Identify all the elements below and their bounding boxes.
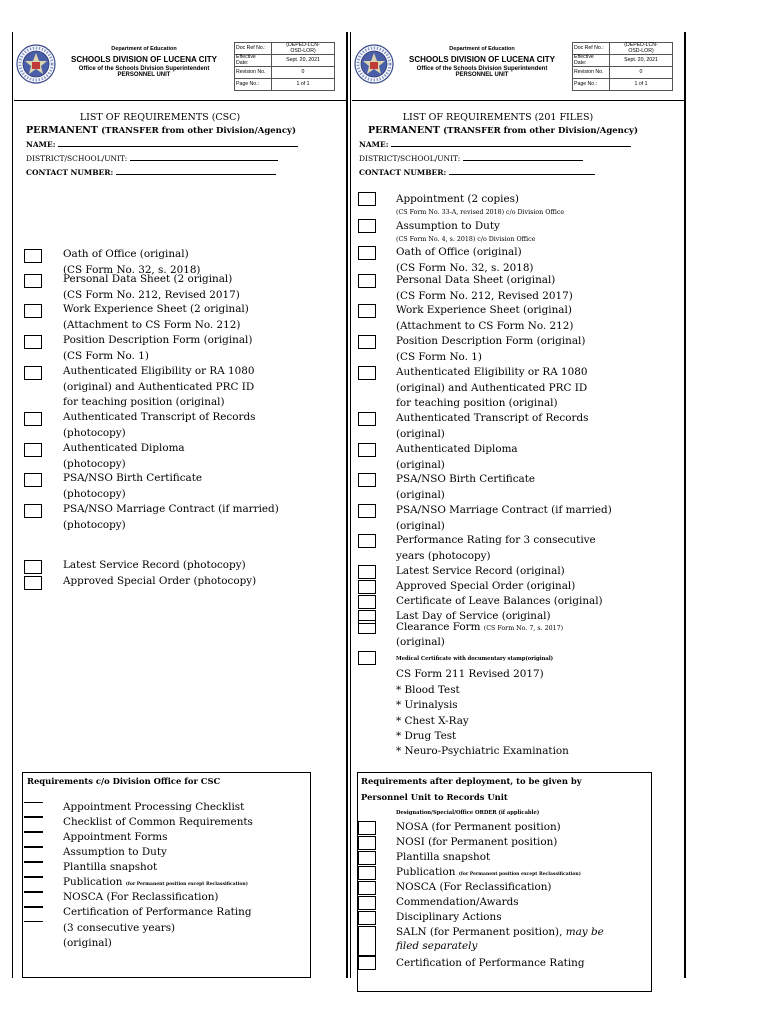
page-value: 1 of 1 <box>272 79 335 91</box>
box-requirement-label: NOSCA (For Reclassification) <box>63 891 219 903</box>
effective-label: Effective Date: <box>235 55 272 67</box>
doc-ref-value: (DEPED-LCN- OSD-LOR) <box>272 43 335 55</box>
permanent-heading: PERMANENT (TRANSFER from other Division/Agency) <box>26 125 296 136</box>
document-info-table <box>234 42 335 91</box>
effective-label: Effective Date: <box>573 55 610 67</box>
name-field[interactable]: NAME: <box>359 139 631 149</box>
requirement-label: Approved Special Order (original) <box>396 580 576 592</box>
saln-note-line-2: filed separately <box>396 940 478 952</box>
requirement-checkbox[interactable] <box>358 246 376 260</box>
box-requirement-label: NOSA (for Permanent position) <box>396 821 561 833</box>
medical-test-item: * Blood Test <box>396 684 460 696</box>
division-name: SCHOOLS DIVISION OF LUCENA CITY <box>71 55 217 64</box>
requirement-label: (CS Form No. 212, Revised 2017) <box>63 288 240 301</box>
requirement-label: Personal Data Sheet (original) <box>396 274 556 286</box>
box-requirement-label: Publication (for Permanent position except Reclassification) <box>396 866 581 878</box>
requirement-checkbox[interactable] <box>358 565 376 579</box>
checkbox-line[interactable] <box>24 892 43 893</box>
box-requirement-label: Publication (for Permanent position except Reclassification) <box>63 876 248 888</box>
doc-ref-value: (DEPED-LCN- OSD-LOR) <box>610 43 673 55</box>
medical-test-item: * Chest X-Ray <box>396 714 469 727</box>
page-label: Page No.: <box>235 79 272 91</box>
checkbox-line[interactable] <box>24 877 43 878</box>
assumption-label: Assumption to Duty <box>396 220 500 232</box>
box-checkbox[interactable] <box>358 911 376 925</box>
requirement-checkbox[interactable] <box>358 443 376 457</box>
page-label: Page No.: <box>573 79 610 91</box>
requirement-label: Position Description Form (original) <box>63 334 253 346</box>
revision-label: Revision No. <box>573 67 610 79</box>
box-requirement-label: Certification of Performance Rating <box>396 957 585 969</box>
doc-ref-label: Doc Ref No.: <box>573 43 610 55</box>
unit-name: PERSONNEL UNIT <box>117 72 171 78</box>
requirement-label: Position Description Form (original) <box>396 335 586 347</box>
requirement-checkbox[interactable] <box>358 412 376 426</box>
district-field[interactable]: DISTRICT/SCHOOL/UNIT: <box>359 153 583 163</box>
box-requirement-label: NOSI (for Permanent position) <box>396 836 558 848</box>
letterhead <box>350 38 686 98</box>
requirement-label: (original) and Authenticated PRC ID <box>396 381 588 394</box>
requirement-label: PSA/NSO Marriage Contract (if married) <box>63 503 279 515</box>
publication-note: (for Permanent position except Reclassification) <box>458 872 581 877</box>
box-requirement-label: Plantilla snapshot <box>63 861 158 873</box>
clearance-checkbox[interactable] <box>358 620 376 634</box>
box-checkbox[interactable] <box>358 836 376 850</box>
doc-ref-label: Doc Ref No.: <box>235 43 272 55</box>
requirement-checkbox[interactable] <box>358 366 376 380</box>
box-requirement-label: (3 consecutive years) <box>63 921 176 934</box>
checkbox-line <box>24 921 43 922</box>
permanent-heading: PERMANENT (TRANSFER from other Division/Agency) <box>368 125 638 136</box>
assumption-checkbox[interactable] <box>358 219 376 233</box>
requirement-label: (original) <box>396 488 445 501</box>
requirement-checkbox[interactable] <box>24 504 42 518</box>
requirement-checkbox[interactable] <box>24 473 42 487</box>
contact-field[interactable]: CONTACT NUMBER: <box>359 167 595 177</box>
requirement-label: (CS Form No. 1) <box>396 350 482 363</box>
box-requirement-label: Certification of Performance Rating <box>63 906 252 918</box>
box-requirement-label: (original) <box>63 937 112 949</box>
requirement-checkbox[interactable] <box>24 560 42 574</box>
effective-value: Sept. 20, 2021 <box>272 55 335 67</box>
requirement-label: Latest Service Record (photocopy) <box>63 559 246 571</box>
requirement-checkbox[interactable] <box>358 504 376 518</box>
box-checkbox[interactable] <box>358 956 376 970</box>
office-name: Office of the Schools Division Superintendent <box>416 66 548 72</box>
requirement-label: Latest Service Record (original) <box>396 565 565 577</box>
requirement-label: (CS Form No. 212, Revised 2017) <box>396 289 573 302</box>
box-requirement-label: Appointment Forms <box>63 831 168 843</box>
medical-test-item: * Drug Test <box>396 729 457 742</box>
requirement-checkbox[interactable] <box>358 534 376 548</box>
page-title: LIST OF REQUIREMENTS (201 FILES) <box>402 112 594 123</box>
saln-note: may be <box>565 926 604 938</box>
requirement-label: (CS Form No. 1) <box>63 349 149 362</box>
requirement-label: Authenticated Diploma <box>63 442 185 454</box>
box-requirement-label: NOSCA (For Reclassification) <box>396 881 552 893</box>
clearance-label: Clearance Form (CS Form No. 7, s. 2017) <box>396 621 564 633</box>
effective-value: Sept. 20, 2021 <box>610 55 673 67</box>
appointment-note: (CS Form No. 33-A, revised 2018) c/o Division Office <box>396 209 565 216</box>
requirement-label: Authenticated Eligibility or RA 1080 <box>63 365 255 377</box>
requirement-label: years (photocopy) <box>396 549 491 562</box>
requirement-label: Oath of Office (original) <box>63 248 189 260</box>
box-checkbox[interactable] <box>358 896 376 910</box>
office-name: Office of the Schools Division Superintendent <box>78 66 210 72</box>
checkbox-line[interactable] <box>24 802 43 803</box>
right-border <box>684 32 686 978</box>
requirement-checkbox[interactable] <box>24 304 42 318</box>
checkbox-line[interactable] <box>24 862 43 863</box>
appointment-checkbox[interactable] <box>358 192 376 206</box>
division-name: SCHOOLS DIVISION OF LUCENA CITY <box>409 55 555 64</box>
publication-note: (for Permanent position except Reclassification) <box>125 882 248 887</box>
requirement-label: for teaching position (original) <box>396 397 558 409</box>
designation-label: Designation/Special/Office ORDER (if applicable) <box>396 810 540 816</box>
box-requirement-label: Plantilla snapshot <box>396 851 491 863</box>
requirement-checkbox[interactable] <box>24 366 42 380</box>
letterhead <box>12 38 348 98</box>
requirement-checkbox[interactable] <box>358 473 376 487</box>
box-checkbox[interactable] <box>358 926 376 956</box>
requirement-label: (original) and Authenticated PRC ID <box>63 380 255 393</box>
medical-test-item: * Neuro-Psychiatric Examination <box>396 745 569 758</box>
requirement-checkbox[interactable] <box>24 335 42 349</box>
left-border <box>350 32 351 978</box>
requirement-label: Work Experience Sheet (2 original) <box>63 303 249 315</box>
requirement-checkbox[interactable] <box>24 443 42 457</box>
requirement-label: Authenticated Transcript of Records <box>63 411 256 423</box>
box-checkbox[interactable] <box>358 821 376 835</box>
requirement-label: Authenticated Diploma <box>396 443 518 455</box>
revision-value: 0 <box>272 67 335 79</box>
requirement-label: (CS Form No. 32, s. 2018) <box>63 263 201 276</box>
checkbox-line[interactable] <box>24 832 43 833</box>
box-title: Requirements c/o Division Office for CSC <box>27 776 221 786</box>
left-requirements-sheet <box>12 32 348 978</box>
department-name: Department of Education <box>111 46 177 52</box>
requirement-label: Personal Data Sheet (2 original) <box>63 273 233 285</box>
box-requirement-label: Disciplinary Actions <box>396 911 502 923</box>
requirement-label: Authenticated Transcript of Records <box>396 412 589 424</box>
header-divider <box>14 100 346 101</box>
requirement-label: PSA/NSO Birth Certificate <box>63 472 203 484</box>
unit-name: PERSONNEL UNIT <box>455 72 509 78</box>
requirement-label: Approved Special Order (photocopy) <box>63 575 257 587</box>
requirement-label: Performance Rating for 3 consecutive <box>396 534 596 546</box>
appointment-label: Appointment (2 copies) <box>396 193 519 205</box>
requirement-checkbox[interactable] <box>358 580 376 594</box>
checkbox-line[interactable] <box>24 907 43 908</box>
right-border <box>346 32 348 978</box>
requirement-label: (original) <box>396 458 445 471</box>
medical-test-item: * Urinalysis <box>396 699 458 712</box>
box-checkbox[interactable] <box>358 866 376 880</box>
box-requirement-label: Assumption to Duty <box>63 846 167 858</box>
deped-seal-icon <box>354 44 394 84</box>
header-divider <box>352 100 684 101</box>
box-requirement-label: Appointment Processing Checklist <box>63 801 245 813</box>
requirement-label: PSA/NSO Marriage Contract (if married) <box>396 504 612 516</box>
requirement-label: Last Day of Service (original) <box>396 610 551 622</box>
box-checkbox[interactable] <box>358 881 376 895</box>
district-field[interactable]: DISTRICT/SCHOOL/UNIT: <box>26 153 278 163</box>
requirement-label: PSA/NSO Birth Certificate <box>396 473 536 485</box>
requirement-checkbox[interactable] <box>24 274 42 288</box>
medical-checkbox[interactable] <box>358 651 376 665</box>
requirement-label: Certificate of Leave Balances (original) <box>396 595 603 607</box>
document-info-table <box>572 42 673 91</box>
requirement-label: (photocopy) <box>63 457 126 470</box>
requirement-label: (Attachment to CS Form No. 212) <box>396 319 574 332</box>
name-field[interactable]: NAME: <box>26 139 298 149</box>
requirement-checkbox[interactable] <box>24 249 42 263</box>
requirement-label: (photocopy) <box>63 518 126 531</box>
requirement-label: for teaching position (original) <box>63 396 225 408</box>
box-requirement-label: Commendation/Awards <box>396 896 519 908</box>
requirement-checkbox[interactable] <box>24 412 42 426</box>
checkbox-line[interactable] <box>24 847 43 848</box>
left-border <box>12 32 13 978</box>
medical-certificate-label: Medical Certificate with documentary stamp(original) <box>396 656 554 662</box>
page-value: 1 of 1 <box>610 79 673 91</box>
requirement-label: Oath of Office (original) <box>396 246 522 258</box>
revision-value: 0 <box>610 67 673 79</box>
box-requirement-label: SALN (for Permanent position), may be filed separately <box>396 926 604 952</box>
department-name: Department of Education <box>449 46 515 52</box>
medical-form: CS Form 211 Revised 2017) <box>396 668 544 680</box>
requirement-label: (original) <box>396 427 445 440</box>
requirement-label: (photocopy) <box>63 487 126 500</box>
box-title-line-1: Requirements after deployment, to be given by <box>361 776 582 786</box>
box-checkbox[interactable] <box>358 851 376 865</box>
clearance-original: (original) <box>396 636 445 648</box>
requirement-checkbox[interactable] <box>358 335 376 349</box>
right-requirements-sheet <box>350 32 686 978</box>
assumption-note: (CS Form No. 4, s. 2018) c/o Division Office <box>396 236 536 243</box>
box-title-line-2: Personnel Unit to Records Unit <box>361 792 508 802</box>
requirement-label: (original) <box>396 519 445 532</box>
revision-label: Revision No. <box>235 67 272 79</box>
requirement-label: Authenticated Eligibility or RA 1080 <box>396 366 588 378</box>
requirement-label: (Attachment to CS Form No. 212) <box>63 318 241 331</box>
deped-seal-icon <box>16 44 56 84</box>
requirement-label: (photocopy) <box>63 426 126 439</box>
requirement-checkbox[interactable] <box>358 274 376 288</box>
box-requirement-label: Checklist of Common Requirements <box>63 816 253 828</box>
checkbox-line[interactable] <box>24 817 43 818</box>
requirement-checkbox[interactable] <box>24 576 42 590</box>
requirement-checkbox[interactable] <box>358 304 376 318</box>
requirement-label: Work Experience Sheet (original) <box>396 304 572 316</box>
contact-field[interactable]: CONTACT NUMBER: <box>26 167 276 177</box>
requirement-label: (CS Form No. 32, s. 2018) <box>396 261 534 274</box>
requirement-checkbox[interactable] <box>358 595 376 609</box>
page-title: LIST OF REQUIREMENTS (CSC) <box>79 112 241 123</box>
